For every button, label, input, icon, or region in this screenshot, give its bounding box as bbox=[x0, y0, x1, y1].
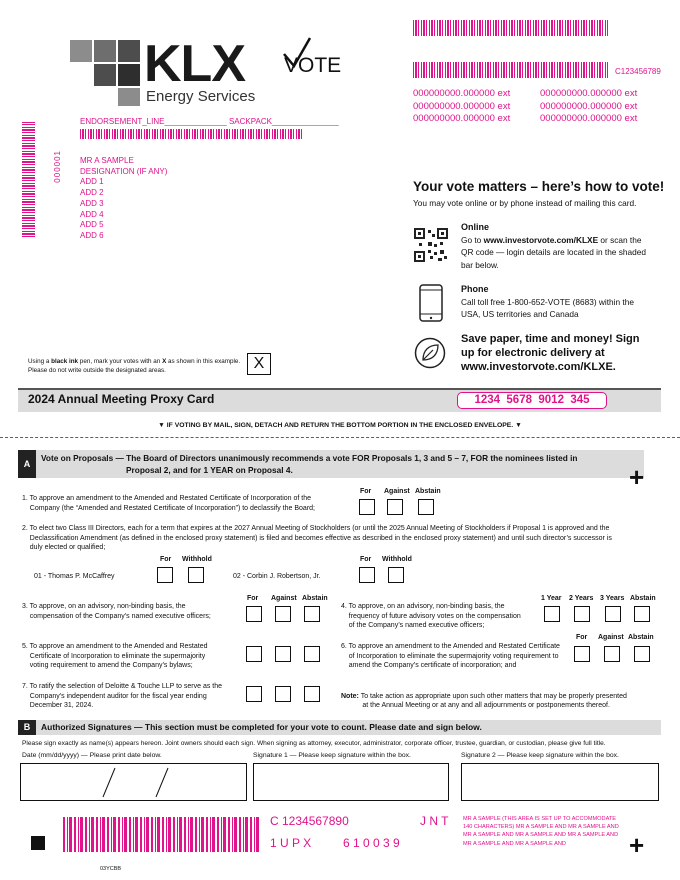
p5-abstain-checkbox[interactable] bbox=[304, 646, 320, 662]
leaf-icon bbox=[414, 337, 446, 369]
p4-3years-checkbox[interactable] bbox=[605, 606, 621, 622]
control-barcode bbox=[413, 62, 608, 78]
p4-abstain-label: Abstain bbox=[630, 595, 656, 602]
klx-logo bbox=[70, 35, 350, 108]
vote-subheading: You may vote online or by phone instead of mailing this card. bbox=[413, 198, 637, 208]
nominee-1: 01 - Thomas P. McCaffrey bbox=[34, 573, 115, 580]
qr-code-icon bbox=[414, 228, 448, 262]
registration-square bbox=[31, 836, 45, 850]
ext-lines-right: 000000000.000000 ext 000000000.000000 ext 000000000.000000 ext bbox=[540, 88, 638, 124]
p6-against-label: Against bbox=[598, 634, 624, 641]
online-text: Go to www.investorvote.com/KLXE or scan the QR code — login details are located in the shaded bar below. bbox=[461, 235, 646, 270]
p1-against-label: Against bbox=[384, 488, 410, 495]
date-separators bbox=[21, 764, 246, 800]
p1-abstain-label: Abstain bbox=[415, 488, 441, 495]
proposal-2-text: 2. To elect two Class III Directors, each for a term that expires at the 2027 Annual Meeting of Stockholders (or until the 2025 Annual Meeting of Stockholders if Proposal 1 is approved and the Declassification Amendment (as defined in the enclosed proxy statement) is filed and becomes effective as described in the enclosed proxy statement) and until such director’s successor is duly elected or qualified; bbox=[22, 525, 612, 551]
plus-mark-bottom: + bbox=[629, 830, 645, 860]
p6-abstain-checkbox[interactable] bbox=[634, 646, 650, 662]
nominee-1-for-checkbox[interactable] bbox=[157, 567, 173, 583]
p6-for-checkbox[interactable] bbox=[574, 646, 590, 662]
online-title: Online bbox=[461, 222, 490, 232]
p4-2years-checkbox[interactable] bbox=[574, 606, 590, 622]
sig2-label: Signature 2 — Please keep signature within the box. bbox=[461, 752, 619, 759]
online-url[interactable]: www.investorvote.com/KLXE bbox=[483, 235, 599, 245]
phone-title: Phone bbox=[461, 284, 489, 294]
footer-jnt: J N T bbox=[420, 814, 449, 828]
proposal-3-text: 3. To approve, on an advisory, non-binding basis, the compensation of the Company’s named executive officers; bbox=[22, 603, 211, 620]
section-b-title: Authorized Signatures — This section must be completed for your vote to count. Please date and sign below. bbox=[41, 722, 482, 732]
nominee-1-withhold-checkbox[interactable] bbox=[188, 567, 204, 583]
form-code: 03YCBB bbox=[100, 866, 122, 872]
ink-instructions: Using a black ink pen, mark your votes with an X as shown in this example. Please do not write outside the designated areas. bbox=[28, 358, 241, 374]
p1-against-checkbox[interactable] bbox=[387, 499, 403, 515]
side-code: 000001 bbox=[53, 150, 62, 183]
proxy-card-title: 2024 Annual Meeting Proxy Card bbox=[28, 392, 215, 406]
p2-n1-withhold-label: Withhold bbox=[182, 556, 212, 563]
top-barcode bbox=[413, 20, 608, 36]
sig1-label: Signature 1 — Please keep signature within the box. bbox=[253, 752, 411, 759]
p6-for-label: For bbox=[576, 634, 588, 641]
p7-for-checkbox[interactable] bbox=[246, 686, 262, 702]
p4-2years-label: 2 Years bbox=[569, 595, 594, 602]
side-barcode bbox=[22, 122, 35, 237]
mailing-address: MR A SAMPLE DESIGNATION (IF ANY) ADD 1 ADD 2 ADD 3 ADD 4 ADD 5 ADD 6 bbox=[80, 156, 168, 240]
footer-barcode bbox=[63, 817, 259, 852]
p5-against-checkbox[interactable] bbox=[275, 646, 291, 662]
footer-code-2: 1 U P X bbox=[270, 836, 312, 850]
p7-abstain-checkbox[interactable] bbox=[304, 686, 320, 702]
proposal-4-text: 4. To approve, on an advisory, non-binding basis, the frequency of future advisory votes on the compensation of the Company’s named executive officers; bbox=[341, 603, 521, 629]
signature-1-box[interactable] bbox=[253, 763, 449, 801]
signing-instructions: Please sign exactly as name(s) appears hereon. Joint owners should each sign. When signing as attorney, executor, administrator, corporate officer, trustee, guardian, or custodian, please give full title. bbox=[22, 740, 606, 747]
p4-1year-checkbox[interactable] bbox=[544, 606, 560, 622]
endorsement-line: ENDORSEMENT_LINE______________ SACKPACK_______________ bbox=[80, 117, 339, 126]
footer-sample: MR A SAMPLE (THIS AREA IS SET UP TO ACCOMMODATE 140 CHARACTERS) MR A SAMPLE AND MR A SAMPLE AND MR A SAMPLE AND MR A SAMPLE AND MR A SAMPLE AND MR A SAMPLE AND MR A SAMPLE AND bbox=[463, 816, 619, 847]
plus-mark-top: + bbox=[629, 462, 645, 492]
p1-for-label: For bbox=[360, 488, 372, 495]
p4-abstain-checkbox[interactable] bbox=[634, 606, 650, 622]
footer-code-3: 6 1 0 0 3 9 bbox=[343, 836, 400, 850]
detach-notice: ▼ IF VOTING BY MAIL, SIGN, DETACH AND RETURN THE BOTTOM PORTION IN THE ENCLOSED ENVELOPE. ▼ bbox=[158, 422, 522, 429]
proposal-5-text: 5. To approve an amendment to the Amended and Restated Certificate of Incorporation to eliminate the supermajority voting requirement to amend the Company’s bylaws; bbox=[22, 643, 208, 669]
section-a-badge: A bbox=[18, 450, 36, 478]
section-a-title: Vote on Proposals — The Board of Directors unanimously recommends a vote FOR Proposals 1, 3 and 5 – 7, FOR the nominees listed in Proposal 2, and for 1 YEAR on Proposal 4. bbox=[41, 453, 578, 475]
p2-n2-withhold-label: Withhold bbox=[382, 556, 412, 563]
proposal-6-text: 6. To approve an amendment to the Amended and Restated Certificate of Incorporation to eliminate the supermajority voting requirement to amend the Company’s certificate of incorporation; and bbox=[341, 643, 560, 669]
vote-word: VOTE bbox=[284, 54, 342, 77]
detach-line bbox=[0, 437, 680, 438]
p7-against-checkbox[interactable] bbox=[275, 686, 291, 702]
p2-n1-for-label: For bbox=[160, 556, 172, 563]
phone-icon bbox=[419, 284, 443, 322]
example-mark-box: X bbox=[247, 353, 271, 375]
date-label: Date (mm/dd/yyyy) — Please print date below. bbox=[22, 752, 162, 759]
logo-brand: KLX bbox=[144, 35, 245, 93]
proxy-card-code: 1234 5678 9012 345 bbox=[457, 392, 607, 409]
p3-abstain-label: Abstain bbox=[302, 595, 328, 602]
control-code: C123456789 bbox=[615, 67, 661, 76]
nominee-2: 02 - Corbin J. Robertson, Jr. bbox=[233, 573, 321, 580]
proposal-7-text: 7. To ratify the selection of Deloitte & Touche LLP to serve as the Company’s independent auditor for the fiscal year ending December 31, 2024. bbox=[22, 683, 223, 709]
p2-n2-for-label: For bbox=[360, 556, 372, 563]
footer-code-1: C 1234567890 bbox=[270, 814, 349, 828]
note-text: Note: To take action as appropriate upon such other matters that may be properly presented at the Annual Meeting or at any and all adjournments or postponements thereof. bbox=[341, 692, 627, 709]
klx-logo-mark bbox=[70, 40, 142, 106]
p6-abstain-label: Abstain bbox=[628, 634, 654, 641]
phone-text: Call toll free 1-800-652-VOTE (8683) within the USA, US territories and Canada bbox=[461, 297, 634, 320]
signature-2-box[interactable] bbox=[461, 763, 659, 801]
p5-for-checkbox[interactable] bbox=[246, 646, 262, 662]
p3-for-label: For bbox=[247, 595, 259, 602]
p1-for-checkbox[interactable] bbox=[359, 499, 375, 515]
p4-3years-label: 3 Years bbox=[600, 595, 625, 602]
vote-heading: Your vote matters – here’s how to vote! bbox=[413, 179, 665, 194]
p3-abstain-checkbox[interactable] bbox=[304, 606, 320, 622]
logo-sub: Energy Services bbox=[146, 88, 256, 105]
proposal-1-text: 1. To approve an amendment to the Amended and Restated Certificate of Incorporation of the Company (the “Amended and Restated Certificate of Incorporation”) to declassify the Board; bbox=[22, 495, 315, 512]
endorsement-barcode bbox=[80, 129, 302, 139]
p3-against-label: Against bbox=[271, 595, 297, 602]
nominee-2-for-checkbox[interactable] bbox=[359, 567, 375, 583]
ext-lines-left: 000000000.000000 ext 000000000.000000 ext 000000000.000000 ext bbox=[413, 88, 511, 124]
section-b-badge: B bbox=[18, 720, 36, 735]
p3-for-checkbox[interactable] bbox=[246, 606, 262, 622]
date-input-box[interactable] bbox=[20, 763, 247, 801]
paper-title: Save paper, time and money! Sign up for electronic delivery at www.investorvote.com/KLXE. bbox=[461, 333, 640, 373]
p4-1year-label: 1 Year bbox=[541, 595, 562, 602]
nominee-2-withhold-checkbox[interactable] bbox=[388, 567, 404, 583]
p1-abstain-checkbox[interactable] bbox=[418, 499, 434, 515]
p6-against-checkbox[interactable] bbox=[604, 646, 620, 662]
p3-against-checkbox[interactable] bbox=[275, 606, 291, 622]
